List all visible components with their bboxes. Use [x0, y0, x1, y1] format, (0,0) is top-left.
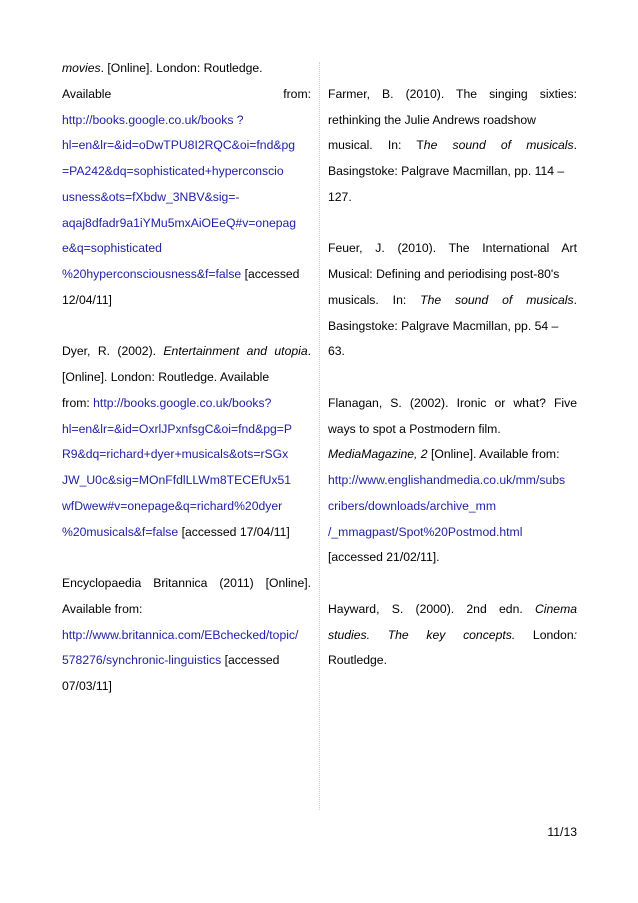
- reference-entry: [328, 391, 577, 571]
- text-line: from: http://books.google.co.uk/books?: [62, 395, 272, 410]
- text-line: studies. The key concepts. London:: [328, 627, 577, 642]
- text-line: Dyer, R. (2002). Entertainment and utopia.: [62, 344, 312, 359]
- reference-entry: [62, 571, 311, 700]
- right-column: [328, 56, 577, 674]
- text-line: Farmer, B. (2010). The singing sixties:: [328, 86, 577, 101]
- text-line: 63.: [328, 344, 345, 359]
- text-line: 127.: [328, 189, 352, 204]
- text-line: musicals. In: The sound of musicals.: [328, 292, 577, 307]
- reference-entry: [328, 597, 577, 674]
- reference-link[interactable]: cribers/downloads/archive_mm: [328, 498, 496, 513]
- text-line: %20hyperconsciousness&f=false [accessed: [62, 267, 300, 281]
- column-divider: [319, 62, 320, 810]
- reference-entry: [328, 82, 577, 211]
- text-line: 12/04/11]: [62, 292, 112, 307]
- text-line: movies. [Online]. London: Routledge.: [62, 61, 263, 75]
- page-number: 11/13: [547, 825, 577, 839]
- blank-line: [328, 211, 577, 237]
- reference-link[interactable]: aqaj8dfadr9a1iYMu5mxAiOEeQ#v=onepag: [62, 215, 297, 230]
- text-line: Flanagan, S. (2002). Ironic or what? Five: [328, 395, 577, 410]
- text-line: rethinking the Julie Andrews roadshow: [328, 112, 536, 127]
- text-line: Basingstoke: Palgrave Macmillan, pp. 54 –: [328, 318, 559, 333]
- blank-line: [62, 314, 311, 340]
- text-line: Musical: Defining and periodising post-80's: [328, 267, 560, 281]
- text-line: ways to spot a Postmodern film.: [328, 421, 501, 436]
- reference-link[interactable]: http://books.google.co.uk/books?: [93, 395, 272, 410]
- blank-line: [328, 56, 577, 82]
- text-line: MediaMagazine, 2 [Online]. Available from:: [328, 447, 560, 462]
- reference-link[interactable]: /_mmagpast/Spot%20Postmod.html: [328, 524, 523, 539]
- reference-link[interactable]: wfDwew#v=onepage&q=richard%20dyer: [62, 498, 283, 513]
- reference-link[interactable]: %20musicals&f=false: [62, 524, 179, 539]
- text-line: 578276/synchronic-linguistics [accessed: [62, 653, 280, 668]
- reference-link[interactable]: JW_U0c&sig=MOnFfdlLLWm8TECEfUx51: [62, 473, 292, 487]
- reference-entry: [328, 236, 577, 365]
- reference-link[interactable]: hl=en&lr=&id=oDwTPU8I2RQC&oi=fnd&pg: [62, 138, 296, 153]
- blank-line: [328, 571, 577, 597]
- reference-link[interactable]: http://www.britannica.com/EBchecked/topic/: [62, 627, 299, 642]
- text-line: Available from:: [62, 601, 143, 616]
- text-line: musical. In: The sound of musicals.: [328, 138, 577, 153]
- reference-entry: [62, 56, 311, 314]
- text-line: Hayward, S. (2000). 2nd edn. Cinema: [328, 601, 577, 616]
- reference-link[interactable]: R9&dq=richard+dyer+musicals&ots=rSGx: [62, 447, 289, 462]
- left-column: [62, 56, 311, 700]
- text-line: Encyclopaedia Britannica (2011) [Online].: [62, 576, 311, 590]
- reference-link[interactable]: =PA242&dq=sophisticated+hyperconscio: [62, 164, 284, 178]
- reference-link[interactable]: http://www.englishandmedia.co.uk/mm/subs: [328, 473, 566, 487]
- reference-link[interactable]: hl=en&lr=&id=OxrlJPxnfsgC&oi=fnd&pg=P: [62, 421, 293, 436]
- blank-line: [328, 365, 577, 391]
- reference-link[interactable]: usness&ots=fXbdw_3NBV&sig=-: [62, 189, 240, 204]
- blank-line: [62, 545, 311, 571]
- text-line: [accessed 21/02/11].: [328, 550, 440, 565]
- reference-link[interactable]: %20hyperconsciousness&f=false: [62, 267, 242, 281]
- text-line: Routledge.: [328, 653, 387, 668]
- text-line: [Online]. London: Routledge. Available: [62, 370, 270, 384]
- reference-link[interactable]: e&q=sophisticated: [62, 241, 162, 256]
- reference-entry: [62, 339, 311, 545]
- reference-link[interactable]: http://books.google.co.uk/books ?: [62, 112, 244, 127]
- text-line: Feuer, J. (2010). The International Art: [328, 241, 577, 256]
- text-line: 07/03/11]: [62, 679, 112, 693]
- text-line: %20musicals&f=false [accessed 17/04/11]: [62, 524, 290, 539]
- reference-link[interactable]: 578276/synchronic-linguistics: [62, 653, 222, 668]
- text-line: Available from:: [62, 86, 311, 101]
- text-line: Basingstoke: Palgrave Macmillan, pp. 114 –: [328, 164, 565, 178]
